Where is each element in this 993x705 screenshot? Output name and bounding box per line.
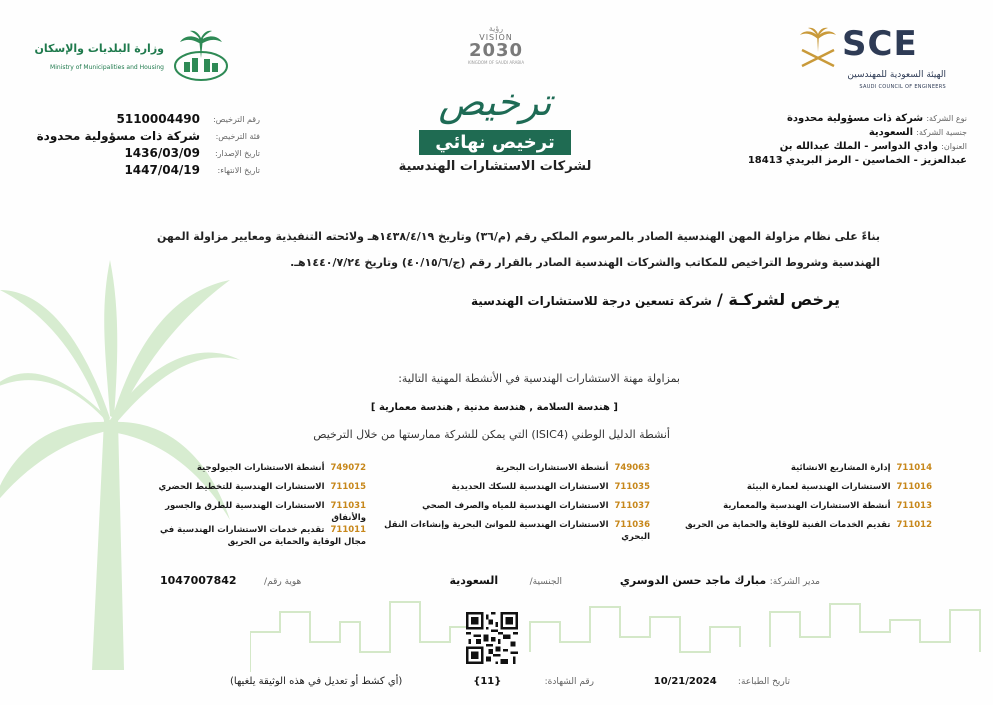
activity-code: 711031 (330, 501, 366, 511)
certificate-subtitle: لشركات الاستشارات الهندسية (398, 159, 592, 174)
activity-code: 711011 (330, 525, 366, 535)
palm-watermark-icon (0, 250, 240, 670)
company-address-label: العنوان: (941, 142, 967, 151)
activity-code: 711014 (896, 463, 932, 473)
ministry-logo (34, 28, 238, 88)
activity-item (380, 519, 650, 543)
activity-name: أنشطة الاستشارات الهندسية والمعمارية (723, 501, 891, 511)
company-type-row (735, 112, 967, 126)
activities-column-3 (140, 462, 366, 548)
activity-code: 749072 (330, 463, 366, 473)
activity-name: تقديم الخدمات الفنية للوقاية والحماية من الحريق (685, 520, 891, 530)
company-type: شركة ذات مسؤولية محدودة (786, 113, 924, 124)
activity-item (140, 481, 366, 500)
vision-ar-text: رؤية (488, 24, 504, 33)
activity-item (140, 500, 366, 524)
licensee-line (330, 290, 840, 309)
activity-code: 711012 (896, 520, 932, 530)
legal-preamble: بناءً على نظام مزاولة المهن الهندسية الصادر بالمرسوم الملكي رقم (م/٣٦) وتاريخ ١٤٣٨/٤/١٩هـ ولائحته التنفيذية ومعايير مزاولة المهن الهندسية وشروط التراخيص للمكاتب والشركات الهندسية الصادر بالقرار رقم (ج/٤٠/١٥/٦) وتاريخ ١٤٤٠/٧/٢٤هـ. (157, 230, 880, 269)
sce-letters: SCE (842, 24, 918, 64)
vision-kingdom: KINGDOM OF SAUDI ARABIA (467, 60, 525, 65)
expiry-date-row (30, 163, 260, 180)
license-category: شركة ذات مسؤولية محدودة (36, 129, 200, 143)
expiry-date: 1447/04/19 (124, 163, 200, 177)
manager-nationality-label: الجنسية/ (529, 577, 562, 587)
license-calligraphy-title: ترخيص (438, 80, 552, 124)
final-license-badge: ترخيص نهائي (419, 130, 570, 155)
activity-item (682, 481, 932, 500)
ministry-emblem-icon (172, 28, 230, 82)
licensee-name: شركة تسعين درجة للاستشارات الهندسية (471, 294, 712, 308)
activity-item (380, 500, 650, 519)
activity-name: الاستشارات الهندسية للسكك الحديدية (451, 482, 609, 492)
activity-code: 711015 (330, 482, 366, 492)
manager-name-field (620, 574, 820, 587)
activity-name: إدارة المشاريع الانشائية (790, 463, 891, 473)
manager-id-number: 1047007842 (160, 574, 237, 587)
activity-code: 711035 (614, 482, 650, 492)
license-info-panel (30, 112, 260, 180)
sce-logo (798, 24, 958, 94)
print-date: 10/21/2024 (653, 676, 717, 687)
activity-code: 711013 (896, 501, 932, 511)
certificate-number-field (473, 676, 594, 687)
activity-name: الاستشارات الهندسية للموانئ البحرية وإنشاءات النقل البحري (384, 520, 650, 542)
license-number: 5110004490 (116, 112, 200, 126)
print-date-field (654, 676, 790, 687)
certificate-number: {11} (473, 676, 502, 687)
activities-column-1 (682, 462, 932, 538)
tamper-notice: (أي كشط أو تعديل في هذه الوثيقة يلغيها) (230, 676, 403, 687)
activities-intro: بمزاولة مهنة الاستشارات الهندسية في الأنشطة المهنية التالية: (398, 372, 680, 385)
certificate-title-block (380, 78, 610, 198)
activity-name: أنشطة الاستشارات الجيولوجية (196, 463, 325, 473)
expiry-date-label: تاريخ الانتهاء: (217, 166, 260, 175)
manager-nationality-field (449, 574, 562, 587)
activity-name: الاستشارات الهندسية لعمارة البيئة (746, 482, 891, 492)
activity-name: الاستشارات الهندسية للطرق والجسور والأنفاق (165, 501, 366, 523)
activity-name: الاستشارات الهندسية للتخطيط الحضري (158, 482, 325, 492)
manager-name: مبارك ماجد حسن الدوسري (619, 574, 767, 587)
vision-label: VISION (479, 33, 513, 42)
activity-item (682, 500, 932, 519)
manager-info-line (160, 574, 820, 592)
activity-code: 711037 (614, 501, 650, 511)
ministry-name-ar: وزارة البلديات والإسكان (34, 42, 164, 55)
company-nationality: السعودية (868, 127, 914, 138)
company-address: وادي الدواسر - الملك عبدالله بن عبدالعزيز - الخماسين - الرمز البريدي (779, 141, 967, 166)
print-date-label: تاريخ الطباعة: (737, 677, 790, 687)
activity-item (682, 519, 932, 538)
activity-name: تقديم خدمات الاستشارات الهندسية في مجال الوقاية والحماية من الحريق (160, 525, 366, 547)
license-number-row (30, 112, 260, 129)
issue-date-row (30, 146, 260, 163)
license-category-label: فئة الترخيص: (215, 132, 260, 141)
activity-code: 711036 (614, 520, 650, 530)
activities-column-2 (380, 462, 650, 543)
certificate-footer (230, 676, 790, 692)
activity-name: أنشطة الاستشارات البحرية (495, 463, 609, 473)
palm-swords-emblem-icon (798, 26, 838, 68)
activity-item (140, 524, 366, 548)
manager-id-field (160, 574, 301, 587)
company-nationality-row (735, 126, 967, 140)
activity-item (380, 481, 650, 500)
sce-name-en: SAUDI COUNCIL OF ENGINEERS (859, 84, 946, 90)
sce-name-ar: الهيئة السعودية للمهندسين (847, 70, 946, 80)
company-nationality-label: جنسية الشركة: (916, 128, 967, 137)
activity-item (380, 462, 650, 481)
manager-id-label: هوية رقم/ (264, 577, 302, 587)
engineering-branches: [ هندسة السلامة , هندسة مدنية , هندسة معمارية ] (370, 402, 618, 413)
manager-nationality: السعودية (449, 574, 499, 587)
qr-code-icon (466, 612, 518, 664)
activity-code: 749063 (614, 463, 650, 473)
activity-item (682, 462, 932, 481)
licensee-label: يرخص لشركـة / (716, 290, 840, 309)
company-address-row (735, 140, 967, 168)
company-postal-code: 18413 (747, 155, 783, 166)
activity-code: 711016 (896, 482, 932, 492)
company-type-label: نوع الشركة: (926, 114, 967, 123)
issue-date-label: تاريخ الإصدار: (214, 149, 260, 158)
activity-item (140, 462, 366, 481)
activity-name: الاستشارات الهندسية للمياه والصرف الصحي (422, 501, 609, 511)
company-info-panel (735, 112, 967, 168)
activities-grid (160, 462, 936, 552)
certificate-number-label: رقم الشهادة: (544, 677, 594, 687)
ministry-name-en: Ministry of Municipalities and Housing (50, 64, 164, 71)
issue-date: 1436/03/09 (124, 146, 200, 160)
manager-label: مدير الشركة: (769, 577, 820, 587)
license-category-row (30, 129, 260, 146)
isic-activities-title: أنشطة الدليل الوطني (ISIC4) التي يمكن للشركة ممارستها من خلال الترخيص (313, 428, 670, 441)
city-skyline-watermark-icon (250, 592, 993, 672)
license-number-label: رقم الترخيص: (213, 115, 260, 124)
vision-year: 2030 (468, 40, 524, 61)
vision-2030-logo (456, 24, 536, 70)
